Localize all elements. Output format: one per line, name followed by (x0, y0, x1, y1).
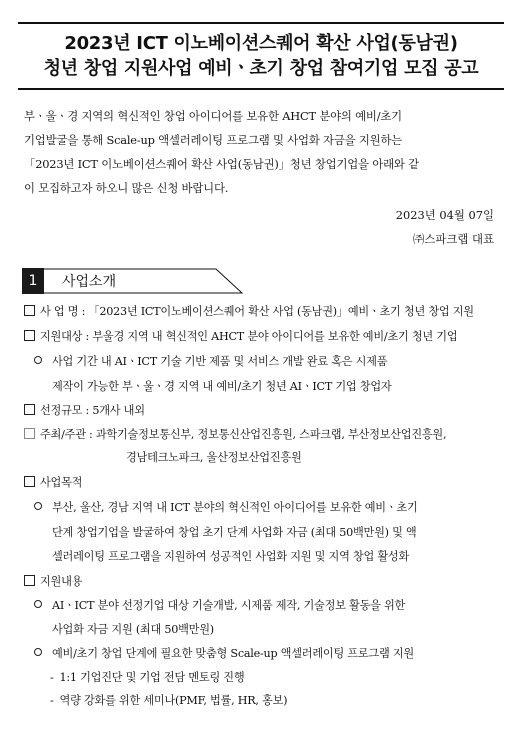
organization-name: ㈜스파크랩 대표 (412, 232, 494, 246)
section-title: 사업소개 (62, 274, 117, 290)
section-number: 1 (22, 268, 44, 294)
item-text: 부산, 울산, 경남 지역 내 ICT 분야의 혁신적인 아이디어를 보유한 예비ㆍ초기 (52, 501, 418, 514)
item-business-name (24, 303, 474, 319)
item-purpose (34, 499, 418, 515)
item-text: 1:1 기업진단 및 기업 전담 멘토링 진행 (59, 671, 245, 684)
item-content-cont: 사업화 자금 지원 (최대 50백만원) (52, 623, 214, 636)
item-text: 역량 강화를 위한 세미나(PMF, 법률, HR, 홍보) (59, 694, 288, 707)
circle-bullet-icon (34, 356, 42, 364)
item-text: 사업 기간 내 AIㆍICT 기술 기반 제품 및 서비스 개발 완료 혹은 시제품 (52, 355, 388, 368)
item-content-sub (50, 669, 244, 685)
item-text: 사업목적 (40, 476, 83, 489)
square-bullet-icon (24, 305, 35, 316)
intro-line: 기업발굴을 통해 Scale-up 액셀러레이팅 프로그램 및 사업화 자금을 지원하는 (24, 133, 403, 147)
square-bullet-icon (24, 575, 35, 586)
item-text: 선정규모 : 5개사 내외 (40, 404, 145, 417)
square-bullet-icon (24, 330, 35, 341)
title-line-1: 2023년 ICT 이노베이션스퀘어 확산 사업(동남권) (64, 33, 458, 54)
circle-bullet-icon (34, 648, 42, 656)
square-bullet-icon (24, 476, 35, 487)
square-bullet-icon (24, 428, 35, 439)
item-text: 사 업 명 : 「2023년 ICT이노베이션스퀘어 확산 사업 (동남권)」예비ㆍ초기 청년 창업 지원 (40, 305, 474, 318)
circle-bullet-icon (34, 600, 42, 608)
dash-bullet-icon: - (50, 694, 54, 707)
item-text: 예비/초기 창업 단계에 필요한 맞춤형 Scale-up 액셀러레이팅 프로그램 지원 (52, 647, 414, 660)
intro-line: 이 모집하고자 하오니 많은 신청 바랍니다. (24, 181, 229, 195)
dash-bullet-icon: - (50, 671, 54, 684)
item-target-detail-cont: 제작이 가능한 부ㆍ울ㆍ경 지역 내 예비/초기 청년 AIㆍICT 기업 창업자 (52, 380, 392, 393)
square-bullet-icon (24, 404, 35, 415)
item-purpose-cont: 셀러레이팅 프로그램을 지원하여 성공적인 사업화 지원 및 지역 창업 활성화 (52, 550, 410, 563)
notice-date: 2023년 04월 07일 (395, 208, 494, 222)
item-text: 지원대상 : 부울경 지역 내 혁신적인 AHCT 분야 아이디어를 보유한 예비/초기 청년 기업 (40, 330, 458, 343)
item-host-cont: 경남테크노파크, 울산정보산업진흥원 (126, 451, 302, 464)
item-scale (24, 402, 145, 418)
item-content (34, 645, 414, 661)
intro-line: 「2023년 ICT 이노베이션스퀘어 확산 사업(동남권)」청년 창업기업을 아래와 같 (24, 157, 419, 171)
item-content-sub (50, 692, 287, 708)
section-header (22, 268, 244, 294)
item-purpose-label (24, 474, 82, 490)
item-target-detail (34, 353, 387, 369)
title-line-2: 청년 창업 지원사업 예비ㆍ초기 창업 참여기업 모집 공고 (43, 58, 479, 79)
intro-paragraph (24, 104, 500, 200)
item-content-label (24, 573, 82, 589)
notice-title (18, 22, 504, 90)
item-purpose-cont: 단계 창업기업을 발굴하여 창업 초기 단계 사업화 자금 (최대 50백만원) 및 액 (52, 526, 417, 539)
item-text: 지원내용 (40, 575, 83, 588)
intro-line: 부ㆍ울ㆍ경 지역의 혁신적인 창업 아이디어를 보유한 AHCT 분야의 예비/초기 (24, 109, 402, 123)
circle-bullet-icon (34, 502, 42, 510)
item-text: AIㆍICT 분야 선정기업 대상 기술개발, 시제품 제작, 기술정보 활동을 위한 (52, 599, 406, 612)
item-content (34, 597, 405, 613)
item-text: 주최/주관 : 과학기술정보통신부, 정보통신산업진흥원, 스파크랩, 부산정보산업진흥원, (40, 428, 447, 441)
item-host (24, 426, 446, 442)
item-target (24, 328, 457, 344)
